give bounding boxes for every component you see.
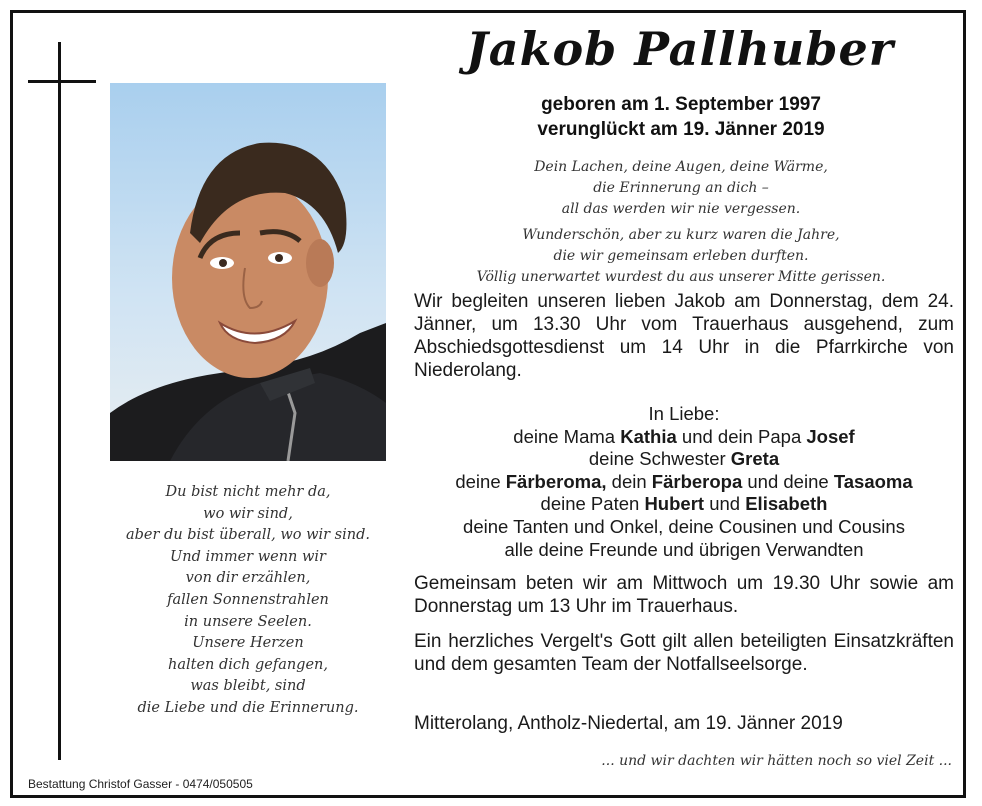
life-dates <box>420 92 942 142</box>
cross-horizontal-bar <box>28 80 96 83</box>
verse-left <box>110 482 386 720</box>
verse-line: Und immer wenn wir <box>170 548 326 565</box>
family-text: und deine <box>742 470 834 492</box>
verse-line: in unsere Seelen. <box>184 613 312 630</box>
family-line-grandparents <box>414 471 954 494</box>
family-text: deine Mama <box>513 425 621 447</box>
funeral-text: Wir begleiten unseren lieben Jakob am Donnerstag, dem 24. Jänner, um 13.30 Uhr vom Trauerhaus ausgehend, zum Abschiedsgottesdienst um 14 Uhr in die Pfarrkirche von Niederolang. <box>414 291 954 381</box>
family-text: deine Schwester <box>588 448 731 470</box>
family-line-relatives: deine Tanten und Onkel, deine Cousinen und Cousins <box>463 515 905 537</box>
family-member: Tasaoma <box>833 470 913 492</box>
prayer-text: Gemeinsam beten wir am Mittwoch um 19.30 Uhr sowie am Donnerstag um 13 Uhr im Trauerhaus. <box>414 573 954 617</box>
funeral-home-footer: Bestattung Christof Gasser - 0474/050505 <box>28 777 253 791</box>
deceased-name: Jakob Pallhuber <box>466 22 894 76</box>
verse-line: von dir erzählen, <box>185 570 311 587</box>
family-line-friends: alle deine Freunde und übrigen Verwandten <box>504 538 864 560</box>
verse-line: die wir gemeinsam erleben durften. <box>553 248 809 264</box>
family-line-sister <box>414 448 954 471</box>
family-member: Hubert <box>644 493 705 515</box>
thanks-text: Ein herzliches Vergelt's Gott gilt allen beteiligten Einsatzkräften und dem gesamten Team der Notfallseelsorge. <box>414 631 954 675</box>
verse-line: Du bist nicht mehr da, <box>165 484 331 500</box>
family-member: Kathia <box>620 425 677 447</box>
verse-line: Unsere Herzen <box>192 635 304 652</box>
verse-right-2 <box>420 225 942 288</box>
verse-line: die Liebe und die Erinnerung. <box>137 699 359 716</box>
family-member: Färberoma, <box>505 470 607 492</box>
closing-line: ... und wir dachten wir hätten noch so viel Zeit ... <box>601 753 952 769</box>
portrait-illustration <box>110 83 386 461</box>
verse-line: Völlig unerwartet wurdest du aus unserer Mitte gerissen. <box>476 269 886 285</box>
verse-line: was bleibt, sind <box>190 678 306 695</box>
verse-line: Wunderschön, aber zu kurz waren die Jahre, <box>522 227 840 243</box>
family-member: Josef <box>806 425 855 447</box>
verse-line: Dein Lachen, deine Augen, deine Wärme, <box>534 159 828 175</box>
verse-line: fallen Sonnenstrahlen <box>167 591 329 608</box>
family-text: und dein Papa <box>676 425 807 447</box>
family-member: Färberopa <box>651 470 743 492</box>
birth-date: geboren am 1. September 1997 <box>541 94 821 115</box>
family-intro: In Liebe: <box>648 403 720 424</box>
family-text: deine <box>455 470 506 492</box>
family-text: deine Paten <box>540 493 645 515</box>
family-member: Greta <box>730 448 780 470</box>
thanks-info <box>414 630 954 676</box>
place-date: Mitterolang, Antholz-Niedertal, am 19. Jänner 2019 <box>414 713 843 734</box>
verse-line: die Erinnerung an dich – <box>593 180 769 196</box>
verse-line: all das werden wir nie vergessen. <box>561 201 801 217</box>
verse-line: wo wir sind, <box>203 505 293 522</box>
portrait-photo <box>110 83 386 461</box>
family-line-parents <box>414 426 954 449</box>
funeral-info <box>414 290 954 382</box>
family-line-godparents <box>414 493 954 516</box>
prayer-info <box>414 572 954 618</box>
verse-line: halten dich gefangen, <box>168 656 328 673</box>
death-date: verunglückt am 19. Jänner 2019 <box>537 119 825 140</box>
family-text: und <box>704 493 746 515</box>
cross-vertical-bar <box>58 42 61 760</box>
verse-right-1 <box>420 157 942 220</box>
family-text: dein <box>606 470 652 492</box>
verse-line: aber du bist überall, wo wir sind. <box>126 527 370 544</box>
family-member: Elisabeth <box>745 493 828 515</box>
family-list <box>414 403 954 561</box>
